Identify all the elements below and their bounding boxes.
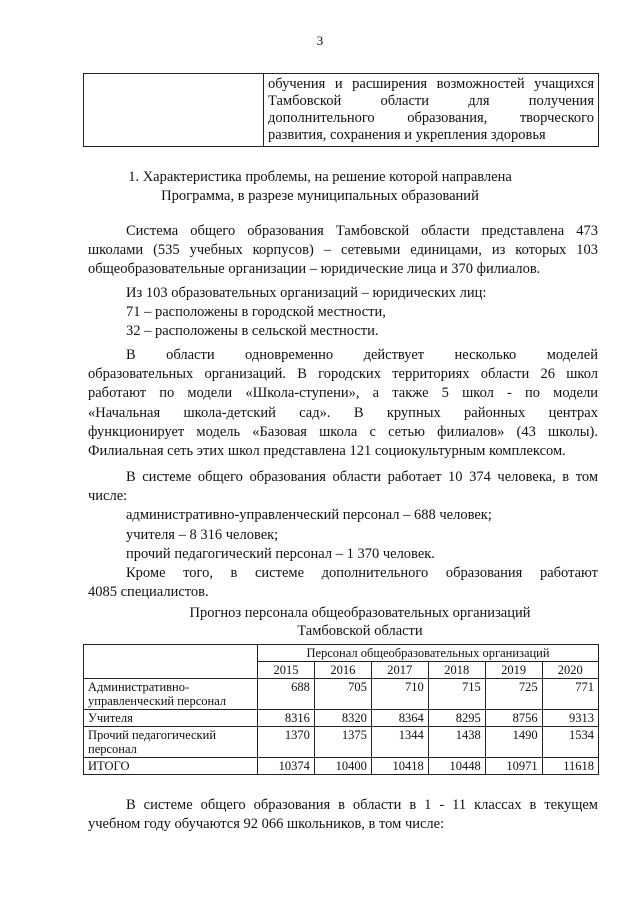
goal-text-line: развития, сохранения и укрепления здоровья (268, 127, 546, 143)
table-header-row (84, 645, 599, 662)
table-cell: 1375 (314, 727, 371, 758)
page-number: 3 (316, 33, 324, 48)
table-cell: 8320 (314, 710, 371, 727)
year-header: 2015 (258, 662, 315, 679)
table-cell: 1370 (258, 727, 315, 758)
table-cell: 11618 (542, 758, 598, 775)
table-cell: 8316 (258, 710, 315, 727)
table-cell: 10418 (371, 758, 428, 775)
forecast-title-line-2: Тамбовской области (297, 623, 423, 639)
table-cell: 771 (542, 679, 598, 710)
text-line: учителя – 8 316 человек; (126, 526, 279, 543)
text-line: прочий педагогический персонал – 1 370 человек. (126, 545, 435, 562)
text-line: административно-управленческий персонал – 688 человек; (126, 507, 492, 524)
table-total-row (84, 758, 599, 775)
text-line: учебном году обучаются 92 066 школьников, в том числе: (88, 816, 445, 833)
table-row (84, 679, 599, 710)
text-line: Филиальная сеть этих школ представлена 121 социокультурным комплексом. (88, 443, 566, 460)
table-cell: 1438 (428, 727, 485, 758)
paragraph-models (88, 346, 598, 461)
text-line: числе: (88, 488, 128, 505)
forecast-title (0, 604, 640, 640)
text-line: В системе общего образования области работает 10 374 человека, в том (126, 469, 598, 485)
section-heading-line-2: Программа, в разрезе муниципальных образований (161, 188, 479, 204)
table-cell: 10400 (314, 758, 371, 775)
table-row (84, 710, 599, 727)
text-line: 71 – расположены в городской местности, (126, 304, 386, 321)
text-line: образовательных организаций. В городских территориях области 26 школ (88, 366, 598, 383)
year-header: 2018 (428, 662, 485, 679)
table-cell: 725 (485, 679, 542, 710)
table-cell: 705 (314, 679, 371, 710)
section-heading-line-1: 1. Характеристика проблемы, на решение которой направлена (128, 169, 512, 185)
year-header: 2020 (542, 662, 598, 679)
table-cell: 8295 (428, 710, 485, 727)
goal-table-left-cell (84, 74, 264, 147)
forecast-table (83, 644, 599, 775)
table-cell: 8364 (371, 710, 428, 727)
table-group-header: Персонал общеобразовательных организаций (258, 645, 599, 662)
text-line: В системе общего образования в области в 1 - 11 классах в текущем (126, 797, 598, 813)
table-cell: 710 (371, 679, 428, 710)
table-cell: 1534 (542, 727, 598, 758)
text-line: школами (535 учебных корпусов) – сетевыми единицами, из которых 103 (88, 242, 598, 259)
program-goal-table (83, 73, 599, 147)
text-line: Кроме того, в системе дополнительного образования работают (126, 565, 598, 582)
paragraph-legal-entities (88, 284, 598, 342)
text-line: общеобразовательные организации – юридические лица и 370 филиалов. (88, 261, 541, 278)
text-line: Система общего образования Тамбовской области представлена 473 (126, 223, 598, 239)
year-header: 2019 (485, 662, 542, 679)
row-label: Прочий педагогический персонал (84, 727, 258, 758)
text-line: работают по модели «Школа-ступени», а также 5 школ - по модели (88, 385, 598, 402)
table-cell: 9313 (542, 710, 598, 727)
year-header: 2017 (371, 662, 428, 679)
row-label: Административно-управленческий персонал (84, 679, 258, 710)
table-cell: 1490 (485, 727, 542, 758)
row-label: Учителя (84, 710, 258, 727)
text-line: функционирует модель «Базовая школа с сетью филиалов» (43 школы). (88, 423, 598, 440)
row-label: ИТОГО (84, 758, 258, 775)
table-cell: 10971 (485, 758, 542, 775)
forecast-title-line-1: Прогноз персонала общеобразовательных организаций (189, 605, 531, 621)
goal-text-line: Тамбовской области для получения (268, 93, 594, 109)
table-cell: 10374 (258, 758, 315, 775)
text-line: «Начальная школа-детский сад». В крупных районных центрах (88, 404, 598, 421)
paragraph-schools (88, 222, 598, 280)
table-cell: 715 (428, 679, 485, 710)
section-heading (0, 168, 640, 206)
goal-text-line: дополнительного образования, творческого (268, 110, 594, 126)
goal-table-text-cell (264, 74, 599, 147)
year-header: 2016 (314, 662, 371, 679)
text-line: В области одновременно действует несколько моделей (126, 347, 598, 363)
text-line: 32 – расположены в сельской местности. (126, 323, 379, 340)
table-cell: 688 (258, 679, 315, 710)
paragraph-students (88, 796, 598, 834)
table-cell: 10448 (428, 758, 485, 775)
paragraph-staff (88, 468, 598, 602)
text-line: Из 103 образовательных организаций – юридических лиц: (126, 285, 487, 301)
table-row (84, 727, 599, 758)
table-header-empty (84, 645, 258, 679)
text-line: 4085 специалистов. (88, 584, 209, 601)
table-cell: 1344 (371, 727, 428, 758)
goal-text-line: обучения и расширения возможностей учащихся (268, 76, 594, 92)
table-cell: 8756 (485, 710, 542, 727)
